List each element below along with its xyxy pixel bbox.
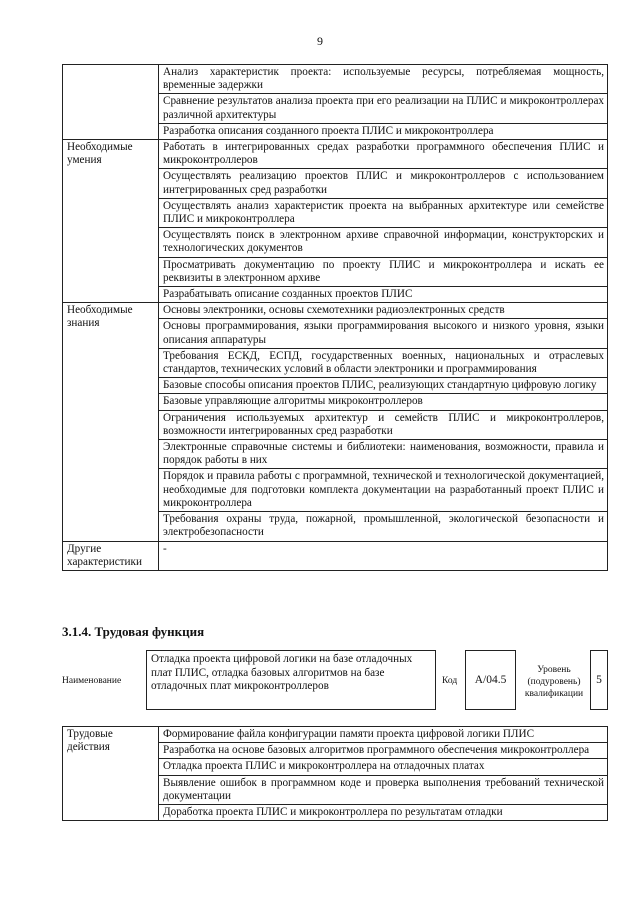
row-text: Анализ характеристик проекта: используемые ресурсы, потребляемая мощность, временные задержки — [159, 65, 608, 94]
function-code-label: Код — [442, 676, 458, 686]
page-number: 9 — [317, 34, 323, 48]
table-row — [63, 727, 608, 743]
row-text: Разработка описания созданного проекта ПЛИС и микроконтроллера — [159, 123, 608, 139]
table-row — [63, 541, 608, 570]
row-text: Сравнение результатов анализа проекта при его реализации на ПЛИС и микроконтроллерах различной архитектуры — [159, 94, 608, 123]
row-text: Осуществлять анализ характеристик проекта на выбранных архитектуре или семействе ПЛИС и микроконтроллера — [159, 198, 608, 227]
row-text: Доработка проекта ПЛИС и микроконтроллера по результатам отладки — [159, 805, 608, 821]
row-text: Основы электроники, основы схемотехники радиоэлектронных средств — [159, 303, 608, 319]
row-text: Выявление ошибок в программном коде и проверка выполнения требований технической документации — [159, 775, 608, 804]
row-text: Требования охраны труда, пожарной, промышленной, экологической безопасности и электробезопасности — [159, 512, 608, 541]
row-text: Осуществлять реализацию проектов ПЛИС и микроконтроллеров с использованием интегрированных сред разработки — [159, 169, 608, 198]
row-text: Просматривать документацию по проекту ПЛИС и микроконтроллера и искать ее реквизиты в электронном архиве — [159, 257, 608, 286]
function-level-value: 5 — [590, 650, 608, 710]
row-text: Порядок и правила работы с программной, технической и технологической документацией, необходимые для подготовки комплекта документации на разработанный проект ПЛИС и микроконтроллера — [159, 469, 608, 512]
skills-label: Необходимые умения — [63, 140, 159, 303]
row-text: Формирование файла конфигурации памяти проекта цифровой логики ПЛИС — [159, 727, 608, 743]
row-text: Основы программирования, языки программирования высокого и низкого уровня, языки описания аппаратуры — [159, 319, 608, 348]
row-text: - — [159, 541, 608, 570]
row-text: Отладка проекта ПЛИС и микроконтроллера на отладочных платах — [159, 759, 608, 775]
row-text: Разработка на основе базовых алгоритмов программного обеспечения микроконтроллера — [159, 743, 608, 759]
actions-table — [62, 726, 608, 821]
row-text: Базовые способы описания проектов ПЛИС, реализующих стандартную цифровую логику — [159, 378, 608, 394]
function-name-value: Отладка проекта цифровой логики на базе отладочных плат ПЛИС, отладка базовых алгоритмов на базе отладочных плат микроконтроллеров — [146, 650, 436, 710]
actions-label: Трудовые действия — [63, 727, 159, 821]
function-header — [62, 648, 608, 714]
row-label — [63, 65, 159, 140]
table-row — [63, 303, 608, 319]
knowledge-label: Необходимые знания — [63, 303, 159, 541]
function-name-label: Наименование — [62, 676, 122, 686]
row-text: Электронные справочные системы и библиотеки: наименования, возможности, правила и порядок работы в них — [159, 440, 608, 469]
function-code-value: A/04.5 — [465, 650, 516, 710]
row-text: Ограничения используемых архитектур и семейств ПЛИС и микроконтроллеров, возможности интегрированных сред разработки — [159, 410, 608, 439]
requirements-table — [62, 64, 608, 571]
row-text: Требования ЕСКД, ЕСПД, государственных военных, национальных и отраслевых стандартов, технических условий в области электроники и программирования — [159, 348, 608, 377]
row-text: Осуществлять поиск в электронном архиве справочной информации, конструкторских и технологических документов — [159, 228, 608, 257]
row-text: Базовые управляющие алгоритмы микроконтроллеров — [159, 394, 608, 410]
section-title: 3.1.4. Трудовая функция — [62, 624, 205, 639]
other-label: Другие характеристики — [63, 541, 159, 570]
table-row — [63, 140, 608, 169]
table-row — [63, 65, 608, 94]
row-text: Разрабатывать описание созданных проектов ПЛИС — [159, 287, 608, 303]
row-text: Работать в интегрированных средах разработки программного обеспечения ПЛИС и микроконтроллеров — [159, 140, 608, 169]
function-level-label: Уровень (подуровень) квалификации — [524, 665, 584, 699]
